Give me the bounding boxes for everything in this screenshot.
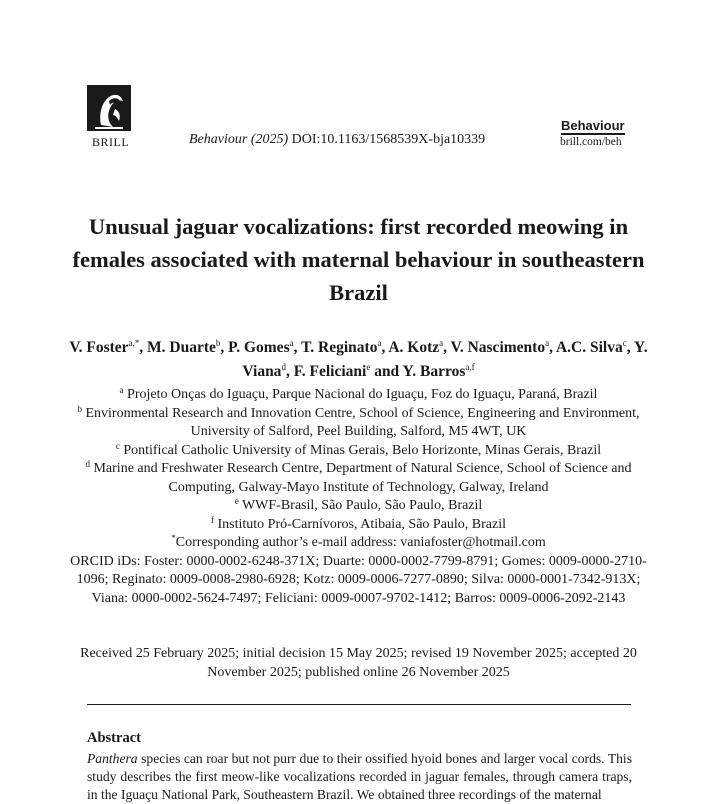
author-name: V. Nascimento [450, 339, 546, 356]
author-name: A. Kotz [388, 339, 440, 356]
author-separator: and [370, 363, 403, 380]
author-affiliation-mark: a,f [465, 362, 475, 372]
author-affiliation-mark: b [215, 338, 221, 348]
journal-citation [189, 132, 485, 148]
author-name: V. Foster [69, 339, 129, 356]
author-list [60, 336, 657, 384]
affiliation-text: WWF-Brasil, São Paulo, São Paulo, Brazil [238, 498, 483, 513]
author-affiliation-mark: d [281, 362, 286, 372]
author-name: M. Duarte [147, 339, 216, 356]
abstract-genus: Panthera [87, 751, 138, 766]
affiliation [70, 386, 647, 405]
author-affiliation-mark: c [622, 338, 627, 348]
author-name: Y. Viana [242, 339, 648, 380]
author-name: Y. Barros [402, 363, 466, 380]
author-separator: , [626, 339, 634, 356]
author-name: P. Gomes [228, 339, 290, 356]
affiliation-mark: a [119, 385, 124, 395]
author-separator: , [220, 339, 229, 356]
journal-name: Behaviour [189, 132, 248, 147]
affiliation [70, 405, 647, 442]
author-affiliation-mark: a,* [128, 338, 140, 348]
affiliation-text: Pontifical Catholic University of Minas Gerais, Belo Horizonte, Minas Gerais, Brazil [119, 442, 602, 458]
affiliation-text: Environmental Research and Innovation Centre, School of Science, Engineering and Environment, University of Salford, Peel Building, Salford, M5 4WT, UK [81, 405, 640, 439]
author-affiliation-mark: a [289, 338, 294, 348]
affiliation [70, 442, 647, 461]
affiliation-text: Instituto Pró-Carnívoros, Atibaia, São Paulo, Brazil [213, 516, 507, 532]
orcid-ids: ORCID iDs: Foster: 0000-0002-6248-371X; Duarte: 0000-0002-7799-8791; Gomes: 0009-0000-2710-1096; Reginato: 0009-0008-2980-6928; Kotz: 0009-0006-7277-0890; Silva: 0000-0001-7342-913X; Viana: 0000-0002-5624-7497; Feliciani: 0009-0007-9702-1412; Barros: 0009-0006-2092-2143 [70, 553, 647, 606]
author-name: F. Feliciani [293, 363, 367, 380]
journal-url[interactable]: brill.com/beh [560, 136, 622, 148]
journal-brand: Behaviour [561, 118, 625, 133]
author-separator: , [443, 339, 451, 356]
doi: DOI:10.1163/1568539X-bja10339 [291, 132, 486, 147]
article-title: Unusual jaguar vocalizations: first recorded meowing in females associated with maternal behaviour in southeastern Brazil [72, 214, 645, 305]
author-separator: , [549, 339, 556, 356]
corresponding-author [70, 534, 647, 553]
author-name: T. Reginato [301, 339, 378, 356]
affiliation-mark: d [85, 459, 90, 469]
corresponding-mark: * [171, 533, 176, 543]
author-name: A.C. Silva [555, 339, 623, 356]
affiliation-text: Projeto Onças do Iguaçu, Parque Nacional do Iguaçu, Foz do Iguaçu, Paraná, Brazil [123, 387, 598, 402]
affiliation-mark: e [234, 496, 239, 506]
author-separator: , [293, 339, 302, 356]
author-affiliation-mark: a [377, 338, 382, 348]
affiliation [70, 516, 647, 535]
corresponding-text: Corresponding author’s e-mail address: vaniafoster@hotmail.com [175, 535, 546, 550]
received-dates: Received 25 February 2025; initial decision 15 May 2025; revised 19 November 2025; accepted 20 November 2025; published online 26 November 2025 [80, 646, 637, 680]
affiliations [70, 386, 647, 608]
abstract-heading: Abstract [87, 730, 141, 746]
author-affiliation-mark: e [366, 362, 371, 372]
affiliation-mark: c [115, 440, 120, 451]
abstract-text [87, 750, 632, 804]
author-separator: , [285, 363, 294, 380]
affiliation [70, 460, 647, 497]
publisher-name: BRILL [92, 135, 130, 149]
journal-year: (2025) [250, 132, 289, 147]
abstract-body: species can roar but not purr due to their ossified hyoid bones and larger vocal cords. This study describes the first meow-like vocalizations recorded in jaguar females, through camera traps, in the Iguaçu National Park, Southeastern Brazil. We obtained three recordings of the maternal [87, 751, 632, 802]
affiliation-text: Marine and Freshwater Research Centre, Department of Natural Science, School of Science and Computing, Galway-Mayo Institute of Technology, Galway, Ireland [89, 461, 632, 495]
author-affiliation-mark: a [439, 338, 444, 348]
affiliation-mark: b [77, 403, 82, 414]
affiliation-mark: f [210, 514, 214, 525]
author-affiliation-mark: a [545, 338, 550, 348]
author-separator: , [139, 339, 148, 356]
affiliation [70, 497, 647, 516]
author-separator: , [381, 339, 389, 356]
brill-logo-icon [87, 85, 131, 131]
divider [87, 704, 631, 705]
